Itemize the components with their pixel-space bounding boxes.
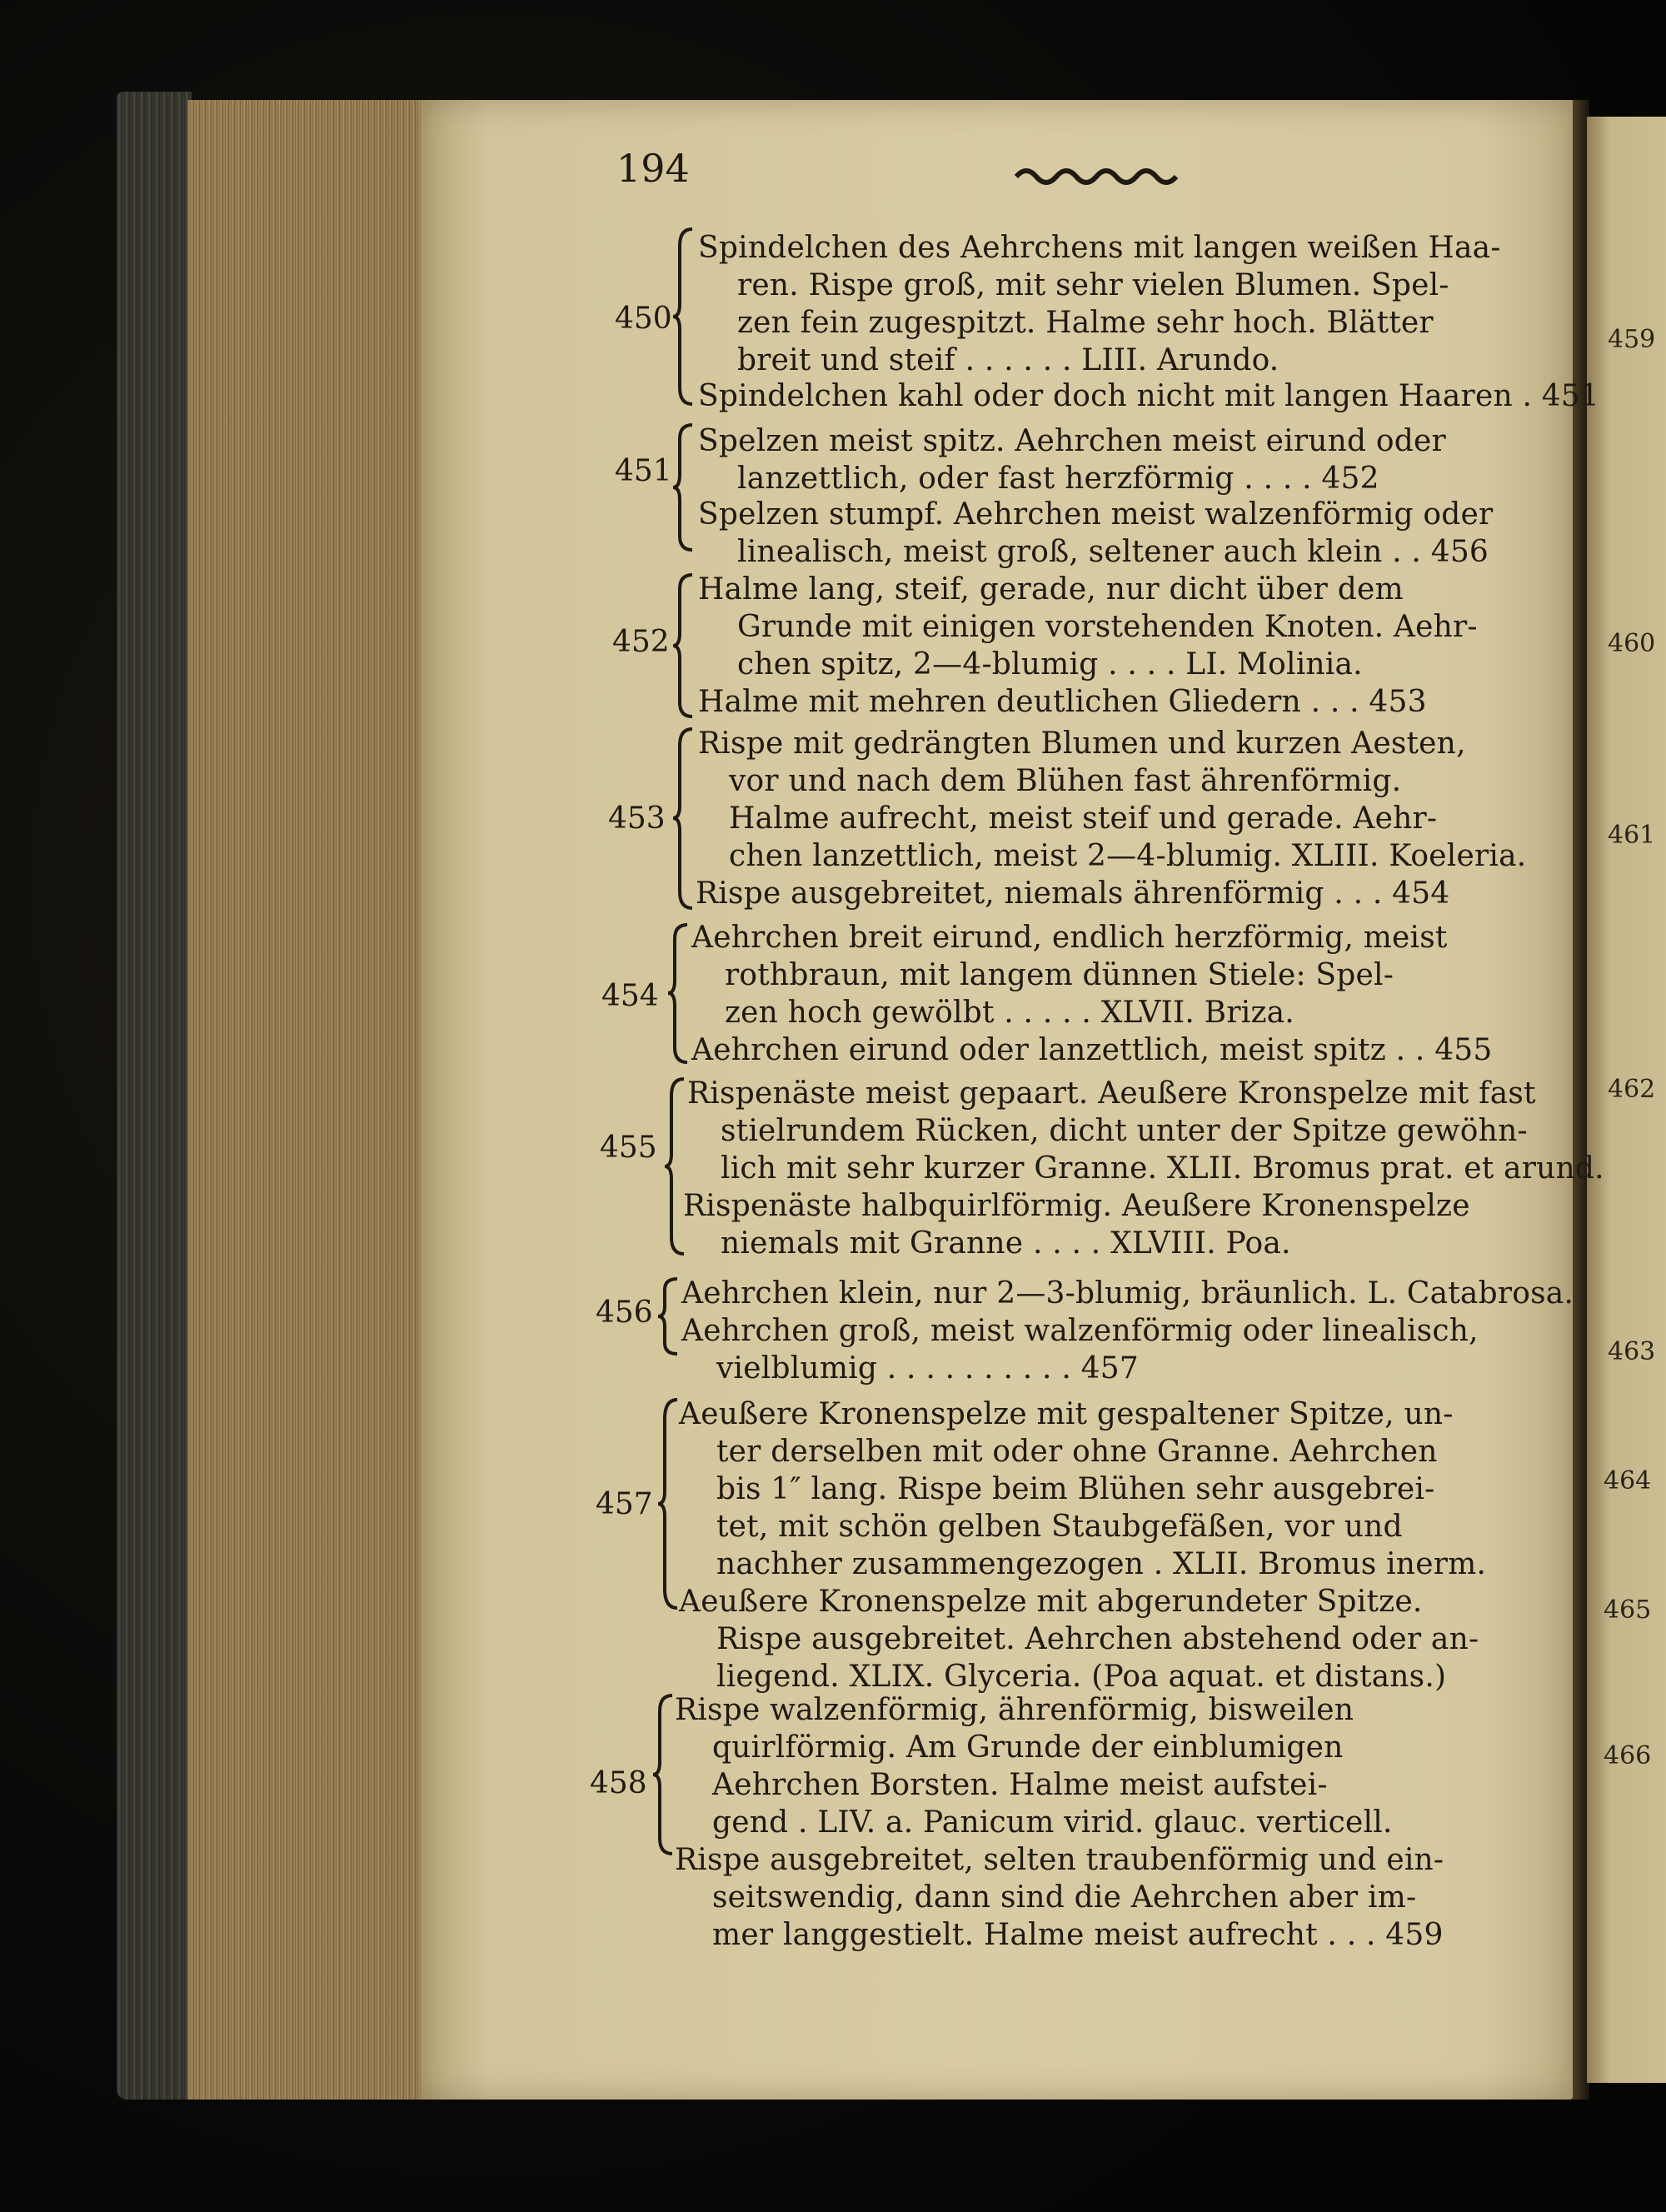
entry-452-line-3: chen spitz, 2—4-blumig . . . . LI. Molinia. bbox=[737, 647, 1363, 682]
entry-458-line-7: mer langgestielt. Halme meist aufrecht . . . 459 bbox=[712, 1918, 1444, 1952]
entry-457-line-6: Aeußere Kronenspelze mit abgerundeter Spitze. bbox=[679, 1585, 1423, 1619]
brace-456 bbox=[656, 1275, 681, 1358]
entry-452-line-2: Grunde mit einigen vorstehenden Knoten. Aehr- bbox=[737, 610, 1478, 644]
entry-457-line-8: liegend. XLIX. Glyceria. (Poa aquat. et distans.) bbox=[716, 1660, 1447, 1694]
facing-page-number-462: 462 bbox=[1608, 1075, 1656, 1104]
entry-451-line-4: linealisch, meist groß, seltener auch klein . . 456 bbox=[737, 535, 1489, 569]
entry-457-line-7: Rispe ausgebreitet. Aehrchen abstehend oder an- bbox=[716, 1622, 1479, 1656]
entry-number-452: 452 bbox=[612, 625, 670, 659]
ornament-icon bbox=[1012, 158, 1187, 192]
page-number: 194 bbox=[616, 146, 690, 191]
entry-number-455: 455 bbox=[600, 1131, 657, 1165]
entry-453-line-2: vor und nach dem Blühen fast ährenförmig. bbox=[729, 764, 1402, 798]
entry-454-line-2: rothbraun, mit langem dünnen Stiele: Spel- bbox=[725, 958, 1394, 992]
entry-455-line-3: lich mit sehr kurzer Granne. XLII. Bromus prat. et arund. bbox=[721, 1151, 1604, 1186]
facing-page-number-463: 463 bbox=[1608, 1337, 1656, 1366]
entry-457-line-3: bis 1″ lang. Rispe beim Blühen sehr ausgebrei- bbox=[716, 1472, 1435, 1506]
book-cover-edge bbox=[117, 92, 192, 2100]
entry-number-450: 450 bbox=[615, 302, 672, 336]
brace-455 bbox=[663, 1075, 688, 1258]
entry-450-line-3: zen fein zugespitzt. Halme sehr hoch. Blätter bbox=[737, 306, 1434, 340]
facing-page-number-461: 461 bbox=[1608, 821, 1656, 850]
entry-number-456: 456 bbox=[596, 1296, 653, 1330]
entry-453-line-5: Rispe ausgebreitet, niemals ährenförmig . . . 454 bbox=[696, 876, 1450, 911]
entry-458-line-4: gend . LIV. a. Panicum virid. glauc. verticell. bbox=[712, 1805, 1393, 1840]
facing-page-number-464: 464 bbox=[1604, 1466, 1652, 1495]
entry-458-line-5: Rispe ausgebreitet, selten traubenförmig und ein- bbox=[675, 1843, 1444, 1877]
entry-457-line-4: tet, mit schön gelben Staubgefäßen, vor und bbox=[716, 1510, 1403, 1544]
entry-450-line-5: Spindelchen kahl oder doch nicht mit langen Haaren . 451 bbox=[698, 379, 1600, 413]
entry-454-line-3: zen hoch gewölbt . . . . . XLVII. Briza. bbox=[725, 996, 1294, 1030]
facing-page-number-465: 465 bbox=[1604, 1595, 1652, 1625]
entry-451-line-2: lanzettlich, oder fast herzförmig . . . . 452 bbox=[737, 462, 1379, 496]
entry-455-line-1: Rispenäste meist gepaart. Aeußere Kronspelze mit fast bbox=[687, 1076, 1536, 1111]
brace-453 bbox=[671, 725, 696, 912]
entry-453-line-1: Rispe mit gedrängten Blumen und kurzen Aesten, bbox=[698, 727, 1466, 761]
entry-number-454: 454 bbox=[601, 979, 659, 1013]
entry-458-line-2: quirlförmig. Am Grunde der einblumigen bbox=[712, 1730, 1344, 1765]
page-edges bbox=[187, 100, 429, 2100]
entry-456-line-2: Aehrchen groß, meist walzenförmig oder linealisch, bbox=[681, 1314, 1479, 1348]
facing-page-number-460: 460 bbox=[1608, 629, 1656, 658]
entry-457-line-5: nachher zusammengezogen . XLII. Bromus inerm. bbox=[716, 1547, 1487, 1581]
entry-451-line-1: Spelzen meist spitz. Aehrchen meist eirund oder bbox=[698, 424, 1446, 458]
brace-452 bbox=[671, 571, 696, 721]
entry-454-line-1: Aehrchen breit eirund, endlich herzförmig, meist bbox=[691, 921, 1448, 955]
entry-number-458: 458 bbox=[590, 1766, 647, 1800]
entry-number-457: 457 bbox=[596, 1487, 653, 1521]
entry-number-453: 453 bbox=[608, 801, 666, 836]
entry-452-line-1: Halme lang, steif, gerade, nur dicht über dem bbox=[698, 572, 1404, 607]
entry-455-line-2: stielrundem Rücken, dicht unter der Spitze gewöhn- bbox=[721, 1114, 1528, 1148]
brace-454 bbox=[666, 921, 691, 1066]
entry-450-line-4: breit und steif . . . . . . LIII. Arundo. bbox=[737, 343, 1279, 377]
entry-452-line-4: Halme mit mehren deutlichen Gliedern . . . 453 bbox=[698, 685, 1427, 719]
entry-451-line-3: Spelzen stumpf. Aehrchen meist walzenförmig oder bbox=[698, 497, 1494, 532]
entry-458-line-1: Rispe walzenförmig, ährenförmig, bisweilen bbox=[675, 1693, 1354, 1727]
entry-453-line-4: chen lanzettlich, meist 2—4-blumig. XLIII. Koeleria. bbox=[729, 839, 1527, 873]
entry-455-line-5: niemals mit Granne . . . . XLVIII. Poa. bbox=[721, 1226, 1291, 1261]
entry-450-line-1: Spindelchen des Aehrchens mit langen weißen Haa- bbox=[698, 231, 1501, 265]
entry-457-line-2: ter derselben mit oder ohne Granne. Aehrchen bbox=[716, 1435, 1438, 1469]
entry-458-line-6: seitswendig, dann sind die Aehrchen aber im- bbox=[712, 1880, 1417, 1915]
facing-page-number-459: 459 bbox=[1608, 325, 1656, 354]
brace-457 bbox=[656, 1396, 681, 1612]
entry-458-line-3: Aehrchen Borsten. Halme meist aufstei- bbox=[712, 1768, 1328, 1802]
entry-456-line-3: vielblumig . . . . . . . . . . 457 bbox=[716, 1351, 1139, 1386]
entry-450-line-2: ren. Rispe groß, mit sehr vielen Blumen. Spel- bbox=[737, 268, 1449, 302]
entry-454-line-4: Aehrchen eirund oder lanzettlich, meist spitz . . 455 bbox=[691, 1033, 1493, 1067]
entry-453-line-3: Halme aufrecht, meist steif und gerade. Aehr- bbox=[729, 801, 1438, 836]
entry-455-line-4: Rispenäste halbquirlförmig. Aeußere Kronenspelze bbox=[683, 1189, 1470, 1223]
brace-450 bbox=[671, 225, 696, 408]
facing-page-number-466: 466 bbox=[1604, 1741, 1652, 1770]
brace-451 bbox=[671, 421, 696, 554]
brace-458 bbox=[651, 1691, 676, 1858]
entry-number-451: 451 bbox=[615, 454, 672, 488]
entry-457-line-1: Aeußere Kronenspelze mit gespaltener Spitze, un- bbox=[679, 1397, 1454, 1431]
entry-456-line-1: Aehrchen klein, nur 2—3-blumig, bräunlich. L. Catabrosa. bbox=[681, 1276, 1574, 1311]
